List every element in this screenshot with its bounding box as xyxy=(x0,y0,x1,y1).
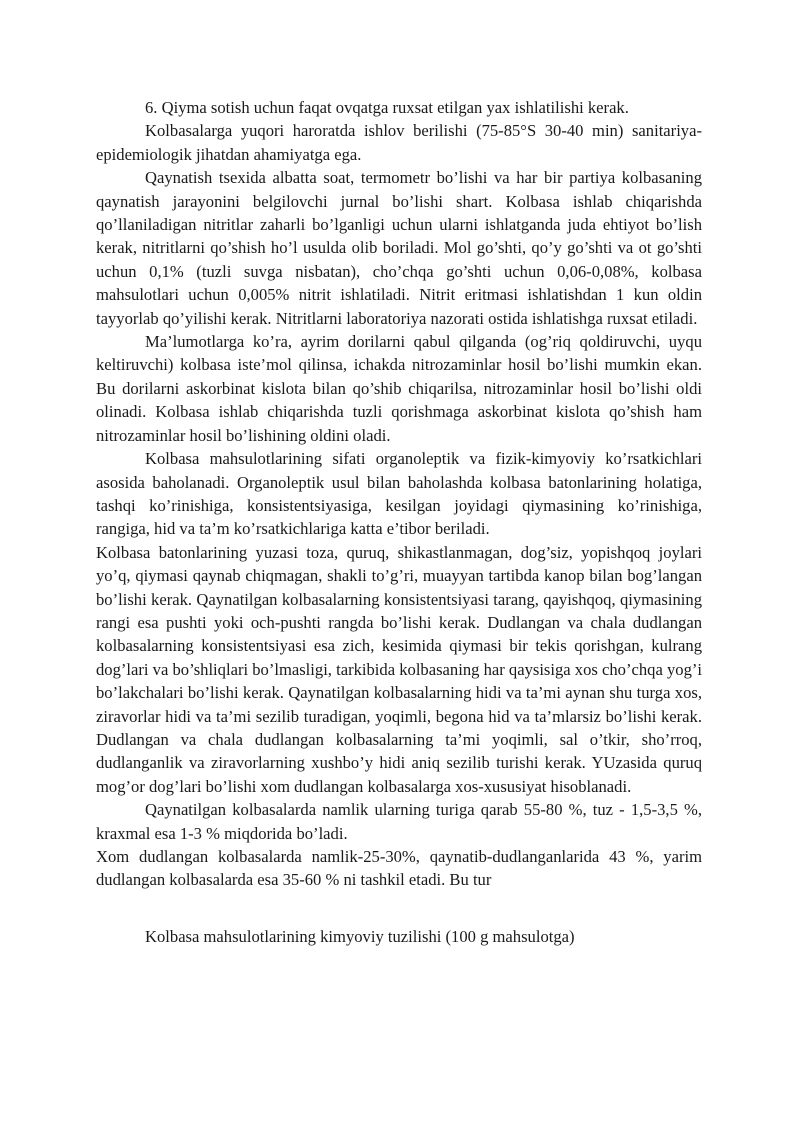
paragraph-moisture-smoked: Xom dudlangan kolbasalarda namlik-25-30%, qaynatib-dudlanganlarida 43 %, yarim dudlangan kolbasalarda esa 35-60 % ni tashkil etadi. Bu tur xyxy=(96,847,702,890)
paragraph-qiyma: 6. Qiyma sotish uchun faqat ovqatga ruxsat etilgan yax ishlatilishi kerak. xyxy=(145,98,629,117)
blank-line xyxy=(96,892,702,915)
paragraph-quality: Kolbasa mahsulotlarining sifati organoleptik va fizik-kimyoviy ko’rsatkichlari asosida baholanadi. Organoleptik usul bilan baholashda kolbasa batonlarining holatiga, tashqi ko’rinishiga, konsistentsiyasiga, kesilgan joyidagi qiymasining ko’rinishiga, rangiga, hid va ta’m ko’rsatkichlariga katta e’tibor beriladi. xyxy=(96,449,702,539)
paragraph-nitrosamines: Ma’lumotlarga ko’ra, ayrim dorilarni qabul qilganda (og’riq qoldiruvchi, uyqu keltiruvchi) kolbasa iste’mol qilinsa, ichakda nitrozaminlar hosil bo’lishi mumkin ekan. Bu dorilarni askorbinat kislota bilan qo’shib chiqarilsa, nitrozaminlar hosil bo’lishi oldi olinadi. Kolbasa ishlab chiqarishda tuzli qorishmaga askorbinat kislota qo’shish ham nitrozaminlar hosil bo’lishining oldini oladi. xyxy=(96,332,702,445)
document-page xyxy=(96,96,702,949)
paragraph-surface: Kolbasa batonlarining yuzasi toza, quruq, shikastlanmagan, dog’siz, yopishqoq joylari yo’q, qiymasi qaynab chiqmagan, shakli to’g’ri, muayyan tartibda kanop bilan bog’langan bo’lishi kerak. Qaynatilgan kolbasalarning konsistentsiyasi tarang, qayishqoq, qiymasining rangi esa pushti yoki och-pushti rangda bo’lishi kerak. Dudlangan va chala dudlangan kolbasalarning konsistentsiyasi esa zich, kesimida qiymasi bir tekis qorishgan, kulrang dog’lari va bo’shliqlari bo’lmasligi, tarkibida kolbasaning har qaysisiga xos cho’chqa yog’i bo’lakchalari bo’lishi kerak. Qaynatilgan kolbasalarning hidi va ta’mi aynan shu turga xos, ziravorlar hidi va ta’mi sezilib turadigan, yoqimli, begona hid va ta’mlarsiz bo’lishi kerak. Dudlangan va chala dudlangan kolbasalarning ta’mi yoqimli, sal o’tkir, sho’rroq, dudlanganlik va ziravorlarning xushbo’y hidi aniq sezilib turishi kerak. YUzasida quruq mog’or dog’lari bo’lishi xom dudlangan kolbasalarga xos-xususiyat hisoblanadi. xyxy=(96,542,702,796)
paragraph-nitrites: Qaynatish tsexida albatta soat, termometr bo’lishi va har bir partiya kolbasaning qaynatish jarayonini belgilovchi jurnal bo’lishi shart. Kolbasa ishlab chiqarishda qo’llaniladigan nitritlar zaharli bo’lganligi uchun ularni ishlatganda juda ehtiyot bo’lish kerak, nitritlarni qo’shish ho’l usulda olib boriladi. Mol go’shti, qo’y go’shti va ot go’shti uchun 0,1% (tuzli suvga nisbatan), cho’chqa go’shti uchun 0,06-0,08%, kolbasa mahsulotlari uchun 0,005% nitrit ishlatiladi. Nitrit eritmasi ishlatishdan 1 kun oldin tayyorlab qo’yilishi kerak. Nitritlarni laboratoriya nazorati ostida ishlatishga ruxsat etiladi. xyxy=(96,168,702,328)
paragraph-heat-treatment: Kolbasalarga yuqori haroratda ishlov berilishi (75-85°S 30-40 min) sanitariya-epidemiologik jihatdan ahamiyatga ega. xyxy=(96,121,702,164)
paragraph-moisture-boiled: Qaynatilgan kolbasalarda namlik ularning turiga qarab 55-80 %, tuz - 1,5-3,5 %, kraxmal esa 1-3 % miqdorida bo’ladi. xyxy=(96,800,702,843)
table-caption: Kolbasa mahsulotlarining kimyoviy tuzilishi (100 g mahsulotga) xyxy=(145,927,575,947)
